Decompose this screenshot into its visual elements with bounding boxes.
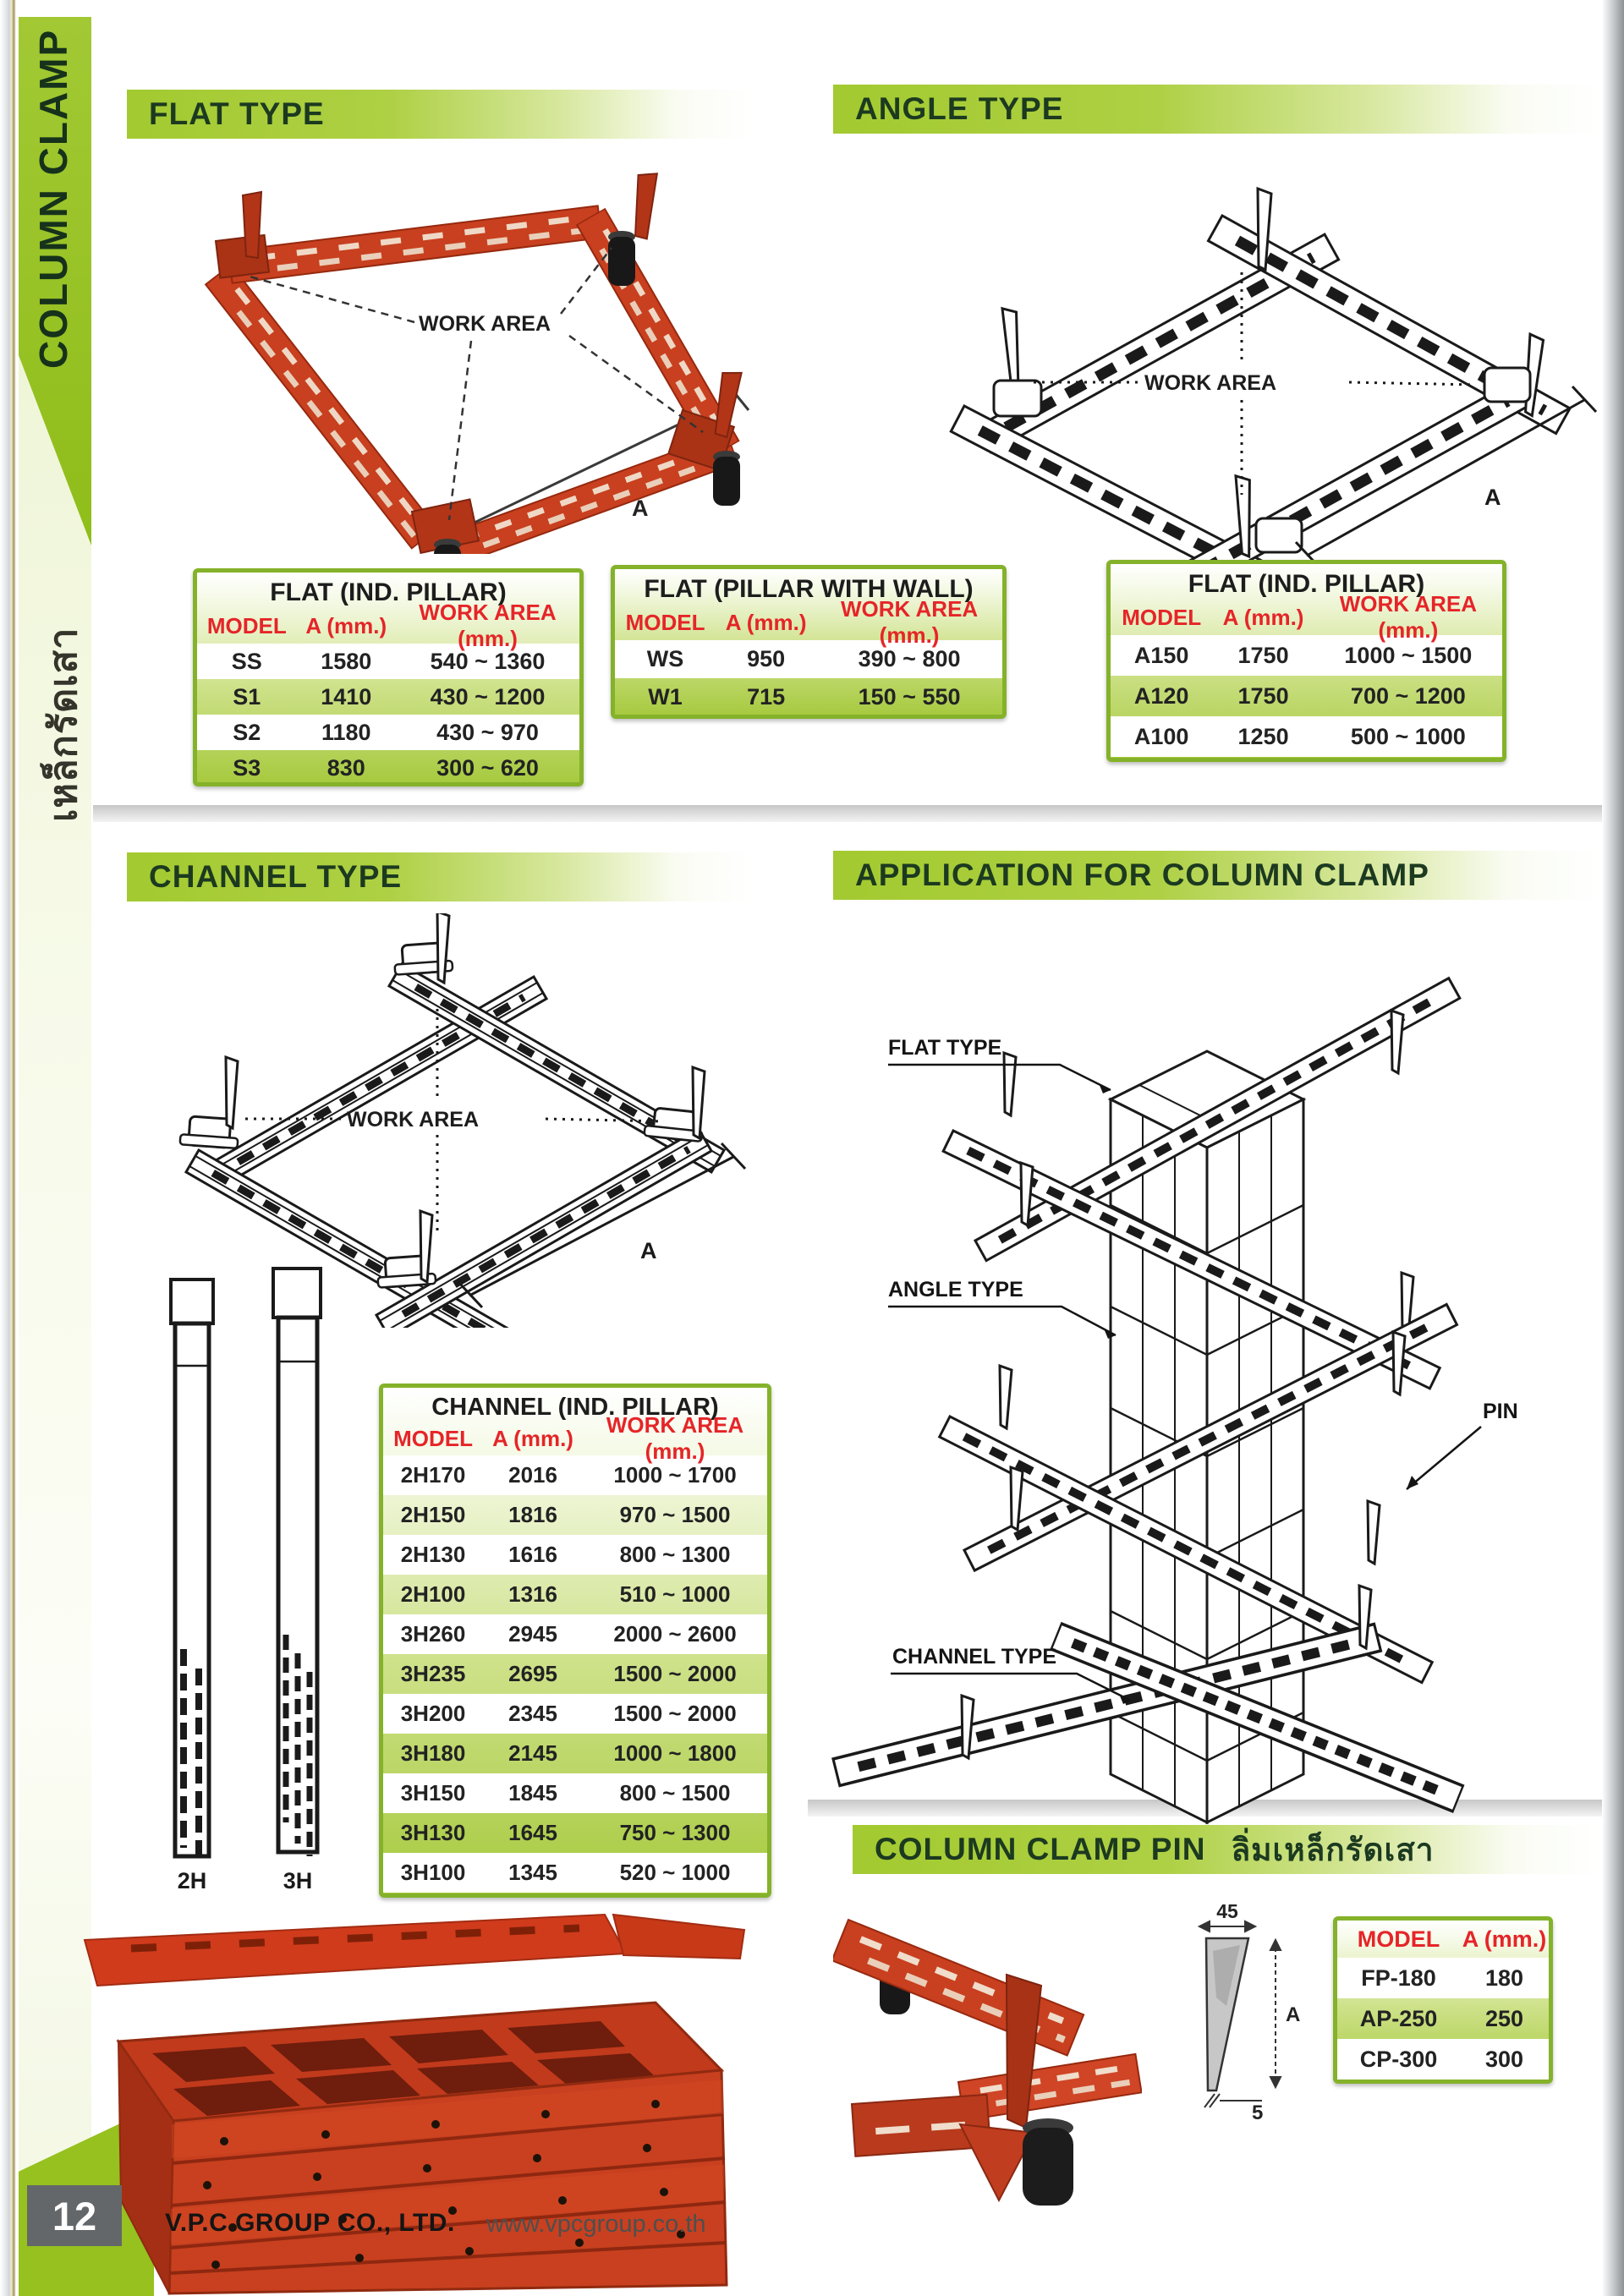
table-row xyxy=(383,1734,767,1773)
table-cell: AP-250 xyxy=(1359,2005,1438,2031)
application-drawing xyxy=(808,909,1607,1827)
table-flat-pillar-wall xyxy=(611,565,1007,719)
table-header xyxy=(615,596,1002,648)
table-cell: 1645 xyxy=(508,1820,557,1845)
work-area-label: WORK AREA xyxy=(419,312,551,336)
page-left-edge xyxy=(0,0,19,2296)
table-row xyxy=(1111,716,1502,757)
table-title: FLAT (IND. PILLAR) xyxy=(270,578,507,606)
table-cell: 750 ~ 1300 xyxy=(619,1820,731,1845)
table-cell: 1616 xyxy=(508,1542,557,1567)
table-row xyxy=(383,1694,767,1734)
section-channel-label: CHANNEL TYPE xyxy=(149,859,403,894)
table-cell: 830 xyxy=(326,754,365,781)
page-number-badge xyxy=(27,2185,122,2246)
sidebar-title: COLUMN CLAMP xyxy=(31,28,75,369)
table-cell: 1845 xyxy=(508,1780,557,1806)
table-cell: 2H130 xyxy=(400,1542,466,1567)
table-row xyxy=(1337,2039,1549,2080)
wedge-top-dim: 45 xyxy=(1216,1904,1238,1922)
table-channel-ind-pillar xyxy=(379,1384,771,1898)
divider-band xyxy=(93,805,1602,822)
channel-posts-drawing xyxy=(152,1264,364,1899)
table-cell: SS xyxy=(231,648,262,674)
table-cell: 1410 xyxy=(321,683,372,710)
section-pin-label-thai: ลิ่มเหล็กรัดเสา xyxy=(1231,1832,1435,1867)
col-a: A (mm.) xyxy=(1222,604,1304,630)
table-cell: 3H100 xyxy=(400,1860,466,1885)
wedge-bottom-dim: 5 xyxy=(1252,2101,1264,2123)
table-cell: 1750 xyxy=(1237,682,1289,709)
table-cell: 3H235 xyxy=(400,1661,466,1686)
table-cell: 3H200 xyxy=(400,1701,466,1726)
table-row xyxy=(383,1455,767,1495)
col-a: A (mm.) xyxy=(305,612,387,638)
table-cell: 250 xyxy=(1484,2005,1524,2031)
table-cell: 1500 ~ 2000 xyxy=(613,1661,737,1686)
table-row xyxy=(197,644,579,679)
table-cell: 300 ~ 620 xyxy=(436,754,539,781)
flat-type-photo xyxy=(165,156,753,554)
table-cell: 1250 xyxy=(1237,723,1289,749)
table-row xyxy=(383,1654,767,1694)
table-row xyxy=(383,1813,767,1853)
sidebar-title-thai: เหล็กรัดเสา xyxy=(41,627,85,822)
section-application-label: APPLICATION FOR COLUMN CLAMP xyxy=(855,858,1429,892)
work-area-label: WORK AREA xyxy=(1144,371,1277,395)
table-cell: 1816 xyxy=(508,1502,557,1527)
table-cell: 2945 xyxy=(508,1621,557,1647)
col-workarea: WORK AREA (mm.) xyxy=(840,596,979,648)
table-body xyxy=(1337,1958,1549,2080)
table-body xyxy=(615,640,1002,716)
table-cell: WS xyxy=(646,646,684,671)
table-row xyxy=(1337,1958,1549,1998)
section-application xyxy=(833,851,1603,900)
table-cell: 390 ~ 800 xyxy=(858,646,961,671)
page-number: 12 xyxy=(52,2193,97,2238)
table-row xyxy=(197,679,579,715)
section-pin-label: COLUMN CLAMP PIN xyxy=(875,1832,1206,1866)
table-cell: A120 xyxy=(1133,682,1189,709)
table-row xyxy=(383,1575,767,1614)
table-cell: 430 ~ 1200 xyxy=(430,683,546,710)
dim-a-label: A xyxy=(632,496,649,521)
table-cell: 3H260 xyxy=(400,1621,466,1647)
table-cell: 2H170 xyxy=(400,1462,466,1488)
table-title: FLAT (IND. PILLAR) xyxy=(1188,570,1425,598)
table-cell: 800 ~ 1500 xyxy=(619,1780,731,1806)
table-body xyxy=(383,1455,767,1893)
table-title: CHANNEL (IND. PILLAR) xyxy=(431,1394,719,1421)
table-row xyxy=(1111,676,1502,716)
table-cell: 1000 ~ 1500 xyxy=(1344,642,1473,668)
formwork-stack-photo xyxy=(72,1913,749,2296)
table-cell: 500 ~ 1000 xyxy=(1350,723,1466,749)
table-cell: 520 ~ 1000 xyxy=(619,1860,731,1885)
table-body xyxy=(1111,635,1502,757)
post-2h-label: 2H xyxy=(177,1868,207,1893)
dim-a-label: A xyxy=(1484,485,1501,510)
pin-wedge-diagram xyxy=(1174,1904,1322,2123)
table-cell: 950 xyxy=(747,646,786,671)
table-row xyxy=(383,1535,767,1575)
table-cell: 700 ~ 1200 xyxy=(1350,682,1466,709)
app-pin-label: PIN xyxy=(1483,1400,1518,1423)
table-cell: 1345 xyxy=(508,1860,557,1885)
table-cell: 1580 xyxy=(321,648,372,674)
app-channel-label: CHANNEL TYPE xyxy=(892,1645,1057,1669)
table-cell: S3 xyxy=(233,754,261,781)
table-header xyxy=(383,1412,767,1464)
table-row xyxy=(383,1495,767,1535)
work-area-label: WORK AREA xyxy=(347,1108,480,1132)
col-workarea: WORK AREA (mm.) xyxy=(606,1412,744,1464)
col-a: A (mm.) xyxy=(1462,1926,1547,1952)
dim-a-label: A xyxy=(640,1238,657,1263)
post-3h-label: 3H xyxy=(283,1868,313,1893)
table-cell: 1180 xyxy=(321,719,371,745)
section-angle-label: ANGLE TYPE xyxy=(855,91,1064,126)
table-cell: 3H150 xyxy=(400,1780,466,1806)
table-header xyxy=(1337,1921,1549,1958)
table-pin xyxy=(1333,1916,1553,2084)
col-workarea: WORK AREA (mm.) xyxy=(419,600,557,651)
table-row xyxy=(197,750,579,786)
table-cell: 1000 ~ 1700 xyxy=(613,1462,737,1488)
table-angle-flat-ind-pillar xyxy=(1106,560,1506,762)
table-cell: W1 xyxy=(648,684,683,710)
table-cell: CP-300 xyxy=(1359,2046,1438,2072)
table-header xyxy=(1111,591,1502,643)
table-cell: 2695 xyxy=(508,1661,557,1686)
col-a: A (mm.) xyxy=(492,1425,573,1451)
table-cell: 2H100 xyxy=(400,1581,466,1607)
pin-photo xyxy=(833,1894,1142,2216)
table-cell: 2345 xyxy=(508,1701,557,1726)
footer-company: V.P.C GROUP CO., LTD. xyxy=(165,2209,455,2237)
table-cell: 2000 ~ 2600 xyxy=(613,1621,737,1647)
table-title: FLAT (PILLAR WITH WALL) xyxy=(644,575,974,603)
table-cell: 510 ~ 1000 xyxy=(619,1581,731,1607)
col-model: MODEL xyxy=(206,612,287,638)
table-row xyxy=(383,1853,767,1893)
table-cell: A150 xyxy=(1133,642,1189,668)
table-cell: 800 ~ 1300 xyxy=(619,1542,731,1567)
table-row xyxy=(615,678,1002,716)
footer-website: www.vpcgroup.co.th xyxy=(486,2211,706,2238)
table-cell: 1500 ~ 2000 xyxy=(613,1701,737,1726)
col-a: A (mm.) xyxy=(725,609,807,635)
table-cell: 430 ~ 970 xyxy=(436,719,539,745)
table-header xyxy=(197,600,579,651)
section-flat-label: FLAT TYPE xyxy=(149,96,325,131)
col-model: MODEL xyxy=(1122,604,1202,630)
table-cell: 1750 xyxy=(1237,642,1289,668)
table-cell: 970 ~ 1500 xyxy=(619,1502,731,1527)
table-cell: 1000 ~ 1800 xyxy=(613,1740,737,1766)
table-cell: 180 xyxy=(1484,1964,1524,1991)
section-angle-type xyxy=(833,85,1603,134)
app-flat-label: FLAT TYPE xyxy=(888,1036,1002,1060)
table-cell: 2016 xyxy=(508,1462,557,1488)
table-cell: 540 ~ 1360 xyxy=(430,648,546,674)
table-cell: 715 xyxy=(747,684,786,710)
angle-type-drawing xyxy=(892,182,1607,567)
table-row xyxy=(383,1773,767,1813)
table-body xyxy=(197,644,579,786)
table-cell: 300 xyxy=(1484,2046,1524,2072)
section-pin xyxy=(853,1825,1602,1874)
table-cell: A100 xyxy=(1133,723,1189,749)
table-cell: 3H130 xyxy=(400,1820,466,1845)
table-cell: FP-180 xyxy=(1361,1964,1436,1991)
wedge-side-dim: A xyxy=(1286,2003,1301,2026)
col-model: MODEL xyxy=(1357,1926,1440,1952)
table-cell: S1 xyxy=(233,683,261,710)
table-cell: S2 xyxy=(233,719,261,745)
section-channel-type xyxy=(127,852,753,901)
table-cell: 150 ~ 550 xyxy=(858,684,961,710)
col-model: MODEL xyxy=(625,609,705,635)
table-flat-ind-pillar xyxy=(193,568,584,786)
table-row xyxy=(1337,1998,1549,2039)
table-cell: 1316 xyxy=(508,1581,557,1607)
table-row xyxy=(615,640,1002,678)
table-cell: 3H180 xyxy=(400,1740,466,1766)
table-row xyxy=(383,1614,767,1654)
section-flat-type xyxy=(127,90,753,139)
table-row xyxy=(197,715,579,750)
table-cell: 2H150 xyxy=(400,1502,466,1527)
col-workarea: WORK AREA (mm.) xyxy=(1339,591,1477,643)
table-cell: 2145 xyxy=(508,1740,557,1766)
col-model: MODEL xyxy=(393,1425,473,1451)
app-angle-label: ANGLE TYPE xyxy=(888,1278,1023,1301)
